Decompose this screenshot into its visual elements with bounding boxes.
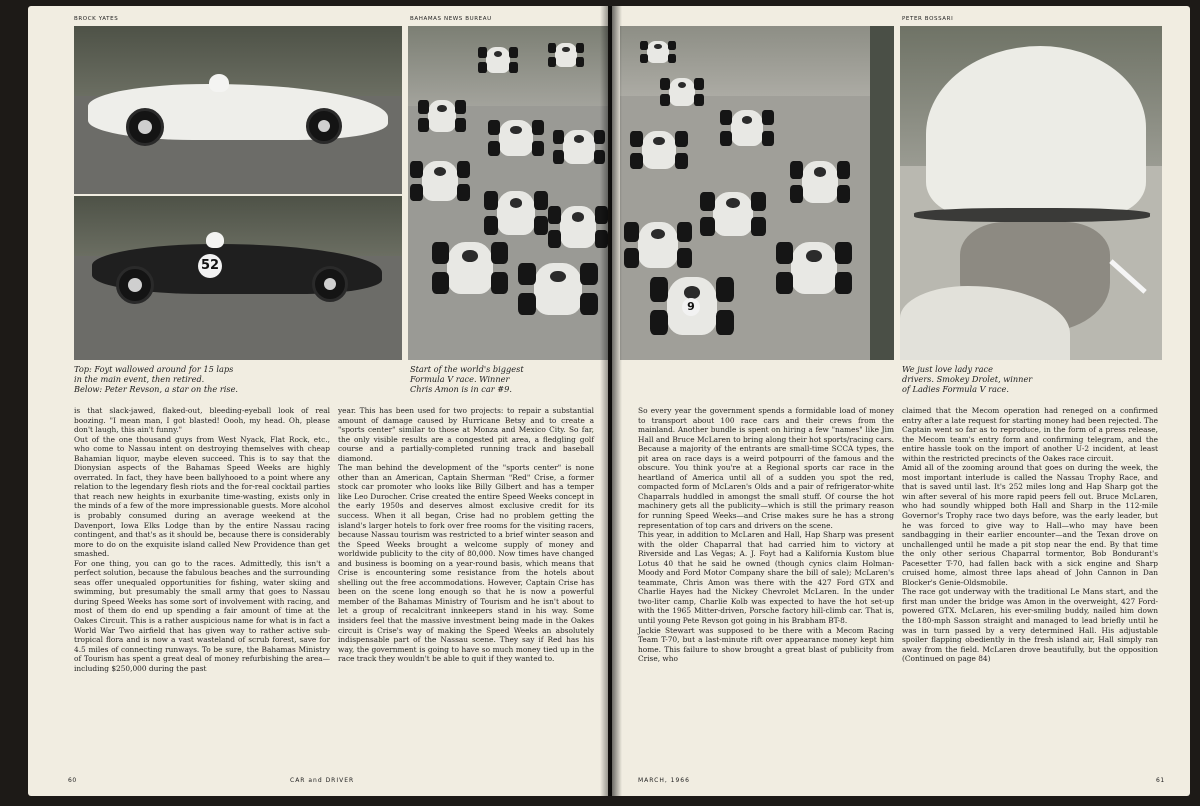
issue-date: MARCH, 1966 [638, 777, 690, 784]
caption-drolet: We just love lady race drivers. Smokey Drolet, winner of Ladies Formula V race. [902, 364, 1033, 394]
photo-credit-bossari: PETER BOSSARI [902, 16, 954, 22]
photo-credit-yates: BROCK YATES [74, 16, 119, 22]
caption-foyt-revson: Top: Foyt wallowed around for 15 laps in the main event, then retired. Below: Peter Revson, a star on the rise. [74, 364, 239, 394]
right-page [612, 6, 1190, 796]
spread-gutter [600, 6, 622, 796]
page-number-right: 61 [1156, 777, 1165, 784]
article-column-2: year. This has been used for two projects: to repair a substantial amount of damage caused by Hurricane Betsy and to create a "sports center" similar to those at Monza and Mexico City. So far, the only visible results are a congested pit area, a fledgling golf course and a partially-completed running track and baseball diamond. The man behind the development of the "sports center" is none other than an American, Captain Sherman "Red" Crise, a former stock car promoter who looks like Billy Gilbert and has a temper like Leo Durocher. Crise created the entire Speed Weeks concept in the early 1950s and deserves almost exclusive credit for its success. When it all began, Crise had no problem getting the island's larger hotels to fork over free rooms for the visiting racers, because Nassau tourism was restricted to a brief winter season and the Speed Weeks brought a welcome supply of money and worldwide publicity to the city of 80,000. Now times have changed and business is booming on a year-round basis, which means that Crise is encountering some resistance from the hotels about shelling out the free accommodations. However, Captain Crise has been on the scene long enough so that he is now a powerful member of the Bahamas Ministry of Tourism and he isn't about to let a group of recalcitrant innkeepers stand in his way. Some insiders feel that the massive investment being made in the Oakes circuit is Crise's way of making the Speed Weeks an absolutely indispensable part of the Nassau scene. They say if Red has his way, the government is going to have so much money tied up in the race track they wouldn't be able to quit if they wanted to. [338, 406, 594, 664]
white-sports-racer-photo [74, 26, 402, 194]
article-column-1: is that slack-jawed, flaked-out, bleeding-eyeball look of real boozing. "I mean man, I got blasted! Oooh, my head. Oh, please don't laugh, this ain't funny." Out of the one thousand guys from West Nyack, Flat Rock, etc., who come to Nassau intent on destroying themselves with cheap Bahamian liquor, maybe eleven succeed. This is to say that the Dionysian aspects of the Bahamas Speed Weeks are highly overrated. In fact, they have been ballyhooed to a point where any relation to the legendary flesh riots and the for-real cocktail parties that reach new heights in exurbanite time-wasting, exists only in the minds of a few of the more impressionable guests. More alcohol is probably consumed during an average weekend at the Davenport, Iowa Elks Lodge than by the entire Nassau racing contingent, and that's as it should be, because there is considerably more to do on the exquisite island called New Providence than get smashed. For one thing, you can go to the races. Admittedly, this isn't a perfect solution, because the fabulous beaches and the surrounding seas offer unequaled opportunities for fishing, water skiing and swimming, but presumably the small army that goes to Nassau during Speed Weeks has some sort of involvement with racing, and most of them do end up spending a fair amount of time at the Oakes Circuit. This is a rather auspicious name for what is in fact a World War Two airfield that has given way to rather active sub-tropical flora and is now a vast wasteland of scrub forest, save for 4.5 miles of connecting runways. To be sure, the Bahamas Ministry of Tourism has spent a great deal of money refurbishing the area—including $250,000 during the past [74, 406, 330, 673]
left-page [28, 6, 608, 796]
formula-v-field-photo [620, 26, 894, 360]
article-column-3: So every year the government spends a formidable load of money to transport about 100 race cars and their crews from the mainland. Another bundle is spent on hiring a few "names" like Jim Hall and Bruce McLaren to bring along their hot sports/racing cars. Because a majority of the entrants are small-time SCCA types, the pit area on race days is a weird potpourri of the famous and the obscure. You think you're at a Regional sports car race in the heartland of America until all of a sudden you spot the red, compacted form of McLaren's Olds and a pair of refrigerator-white Chaparrals huddled in amongst the small stuff. Of course the hot machinery gets all the publicity—which is still the primary reason for running Speed Weeks—and Crise makes sure he has a strong representation of top cars and drivers on the scene. This year, in addition to McLaren and Hall, Hap Sharp was present with the older Chaparral that had carried him to victory at Riverside and Las Vegas; A. J. Foyt had a Kalifornia Kustom blue Lotus 40 that he said he owned (though cynics claim Holman-Moody and Ford Motor Company share the bill of sale); McLaren's teammate, Chris Amon was there with the 427 Ford GTX and Charlie Hayes had the Nickey Chevrolet McLaren. In the under two-liter camp, Charlie Kolb was expected to have the hot set-up with the 1965 Mitter-driven, Porsche factory hill-climb car. That is, until young Pete Revson got going in his Brabham BT-8. Jackie Stewart was supposed to be there with a Mecom Racing Team T-70, but a last-minute rift over appearance money kept him home. This failure to show brought a great blast of publicity from Crise, who [638, 406, 894, 664]
formula-v-start-photo [408, 26, 608, 360]
car-number-52: 52 [198, 254, 222, 278]
helmeted-driver-portrait-photo [900, 26, 1162, 360]
article-column-4: claimed that the Mecom operation had reneged on a confirmed entry after a late request for starting money had been rejected. The Captain went so far as to reproduce, in the form of a press release, the Mecom team's entry form and confirming telegram, and the entire hassle took on the import of another U-2 incident, at least within the restricted precincts of the Oakes race circuit. Amid all of the zooming around that goes on during the week, the most important interlude is called the Nassau Trophy Race, and that is saved until last. It's 252 miles long and Hap Sharp got the win after several of his more rapid peers fell out. Bruce McLaren, who had soundly whipped both Hall and Sharp in the 112-mile Governor's Trophy race two days before, was the early leader, but he was forced to give way to Hall—who may have been sandbagging in their earlier encounter—and the Texan drove on unchallenged until he made a pit stop near the end. By that time the only other serious Chaparral tormentor, Bob Bondurant's Pacesetter T-70, had fallen back with a sick engine and Sharp cruised home, almost three laps ahead of John Cannon in Dan Blocker's Genie-Oldsmobile. The race got underway with the traditional Le Mans start, and the first man under the bridge was Amon in the overweight, 427 Ford-powered GTX. McLaren, his ever-smiling buddy, nailed him down the 180-mph Sasson straight and managed to lead briefly until he was in turn passed by a very determined Hall. His adjustable spoiler flapping obediently in the fresh island air, Hall simply ran away from the field. McLaren drove beautifully, but the opposition (Continued on page 84) [902, 406, 1158, 664]
caption-formula-v: Start of the world's biggest Formula V race. Winner Chris Amon is in car #9. [410, 364, 524, 394]
car-number-9: 9 [682, 298, 700, 316]
photo-credit-bahamas: BAHAMAS NEWS BUREAU [410, 16, 492, 22]
page-number-left: 60 [68, 777, 77, 784]
magazine-name: CAR and DRIVER [290, 777, 355, 784]
dark-sports-racer-photo [74, 196, 402, 360]
